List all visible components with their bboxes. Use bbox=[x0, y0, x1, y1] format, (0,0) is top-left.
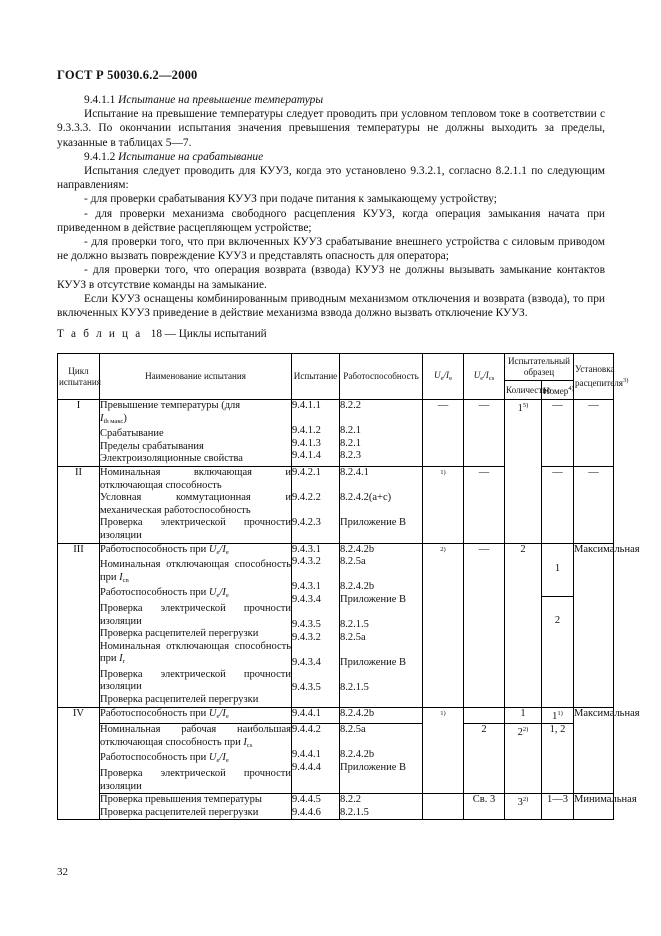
cell-test: 9.4.4.5 9.4.4.6 bbox=[292, 794, 340, 820]
header-setting-text: Установка расцепителя bbox=[575, 364, 623, 388]
cell-number-bottom: 2 bbox=[554, 615, 561, 627]
cell-ue-ie: 1) bbox=[423, 707, 464, 794]
cell-name: Номинальная включающая и отключающая способность Условная коммутационная и механическая работоспособность Проверка электрической прочности изоляции bbox=[100, 466, 292, 543]
cell-setting: Минимальная bbox=[574, 794, 614, 820]
header-test: Испытание bbox=[292, 354, 340, 400]
clause-9-4-1-2-heading bbox=[57, 150, 605, 164]
cell-number-text: 1 bbox=[552, 710, 558, 722]
cell-cycle: IV bbox=[58, 707, 100, 820]
cell-number-footnote: 1) bbox=[557, 709, 563, 717]
cell-setting: Максимальная bbox=[574, 707, 614, 794]
cell-quantity-text: 3 bbox=[517, 797, 523, 809]
cell-setting: — bbox=[574, 466, 614, 543]
cell-test: 9.4.3.1 9.4.3.2 9.4.3.1 9.4.3.4 9.4.3.5 9.4.3.2 9.4.3.4 9.4.3.5 bbox=[292, 543, 340, 707]
table-body bbox=[58, 400, 640, 820]
table-row bbox=[58, 724, 614, 794]
cell-name: Работоспособность при $U_e/I_e$ Номинальная отключающая способность при $I_{cn}$ Работоспособность при $U_e/I_e$ Проверка электрической прочности изоляции Проверка расцепителей перегрузки Номинальная отключающая способность при $I_r$ Проверка электрической прочности изоляции Проверка расцепителей перегрузки bbox=[100, 543, 292, 707]
cell-quantity bbox=[505, 724, 542, 794]
table-caption-title: Циклы испытаний bbox=[178, 328, 267, 340]
cell-quantity: 2 bbox=[505, 543, 542, 707]
cell-workability: 8.2.2 8.2.1 8.2.1 8.2.3 bbox=[340, 400, 423, 467]
header-specimen-group: Испытательный образец bbox=[505, 354, 574, 381]
cell-number: 1—3 bbox=[542, 794, 574, 820]
cell-quantity: 1 bbox=[505, 707, 542, 724]
cell-ue-ie: 1) bbox=[423, 466, 464, 543]
cell-number bbox=[542, 543, 574, 707]
cell-name: Превышение температуры (для $I_{th макс}$) Срабатывание Пределы срабатывания Электроизоляционные свойства bbox=[100, 400, 292, 467]
paragraph-final: Если КУУЗ оснащены комбинированным приводным механизмом отключения и возврата (взвода), то при включенных КУУЗ приведение в действие механизма взвода должно вызвать отключение КУУЗ. bbox=[57, 292, 605, 320]
table-row bbox=[58, 707, 614, 724]
header-cycle: Цикл испытания bbox=[58, 354, 100, 400]
table-caption-number: 18 bbox=[150, 328, 162, 340]
cell-test: 9.4.2.1 9.4.2.2 9.4.2.3 bbox=[292, 466, 340, 543]
cell-quantity-footnote: 2) bbox=[522, 726, 529, 734]
body-text bbox=[57, 93, 605, 320]
header-setting bbox=[574, 354, 629, 400]
table-caption-label: Т а б л и ц а bbox=[57, 328, 143, 340]
header-setting-footnote: 3) bbox=[623, 377, 629, 384]
cell-setting: Максимальная bbox=[574, 543, 614, 707]
cell-name: Номинальная рабочая наибольшая отключающая способность при $I_{cs}$ Работоспособность при $U_e/I_e$ Проверка электрической прочности изоляции bbox=[100, 724, 292, 794]
cell-cycle: I bbox=[58, 400, 100, 467]
clause-9-4-1-1-title: Испытание на превышение температуры bbox=[118, 94, 324, 106]
cell-number: — bbox=[542, 400, 574, 467]
page-number: 32 bbox=[57, 866, 68, 878]
cell-ue-ics: — bbox=[464, 400, 505, 467]
header-ue-ie: $U_e/I_e$ bbox=[423, 354, 464, 400]
clause-9-4-1-1-number: 9.4.1.1 bbox=[84, 94, 119, 106]
cell-number-top: 1 bbox=[542, 544, 573, 597]
paragraph-9-4-1-1: Испытание на превышение температуры следует проводить при условном тепловом токе в соответствии с 9.3.3.3. По окончании испытания значения превышения температуры не должны выходить за пределы, указанные в таблицах 5—7. bbox=[57, 108, 605, 149]
cell-ue-ics: — bbox=[464, 466, 505, 543]
header-number bbox=[542, 381, 574, 400]
cell-number: — bbox=[542, 466, 574, 543]
table-caption-dash: — bbox=[164, 328, 176, 340]
bullet-item-2: - для проверки механизма свободного расцепления КУУЗ, когда операция замыкания начата при приведенном в действие расцепляющем устройстве; bbox=[57, 207, 605, 234]
cell-ue-ie bbox=[423, 794, 464, 820]
table-row bbox=[58, 794, 614, 820]
cell-test: 9.4.1.1 9.4.1.2 9.4.1.3 9.4.1.4 bbox=[292, 400, 340, 467]
cell-quantity: 1$^{5)}$ bbox=[505, 400, 542, 544]
clause-9-4-1-1-heading bbox=[57, 93, 605, 107]
cell-test: 9.4.4.1 bbox=[292, 707, 340, 724]
cell-ue-ie: — bbox=[423, 400, 464, 467]
cell-test: 9.4.4.2 9.4.4.1 9.4.4.4 bbox=[292, 724, 340, 794]
cell-quantity-text: 2 bbox=[517, 727, 523, 739]
cell-quantity bbox=[505, 794, 542, 820]
cell-ue-ie: 2) bbox=[423, 543, 464, 707]
cell-cycle: III bbox=[58, 543, 100, 707]
table-row bbox=[58, 543, 614, 707]
cell-setting: — bbox=[574, 400, 614, 467]
header-quantity: Количество bbox=[505, 381, 542, 400]
cell-workability: 8.2.5a 8.2.4.2b Приложение В bbox=[340, 724, 423, 794]
cell-ue-ics: 2 bbox=[464, 724, 505, 794]
clause-9-4-1-2-title: Испытание на срабатывание bbox=[118, 150, 264, 163]
cell-quantity-footnote: 2) bbox=[522, 796, 529, 804]
cycles-table bbox=[57, 353, 640, 820]
cell-name: Проверка превышения температуры Проверка расцепителей перегрузки bbox=[100, 794, 292, 820]
bullet-item-4: - для проверки того, что операция возврата (взвода) КУУЗ не должны вызывать замыкание контактов КУУЗ в отсутствие команды на замыкание. bbox=[57, 264, 605, 291]
clause-9-4-1-2-number: 9.4.1.2 bbox=[84, 150, 119, 163]
standard-header: ГОСТ Р 50030.6.2—2000 bbox=[57, 68, 198, 82]
header-number-footnote: 4) bbox=[568, 385, 574, 392]
cell-workability: 8.2.4.2b 8.2.5a 8.2.4.2b Приложение В 8.2.1.5 8.2.5a Приложение В 8.2.1.5 bbox=[340, 543, 423, 707]
table-caption bbox=[57, 328, 267, 340]
header-number-text: Номер bbox=[543, 386, 569, 396]
header-ue-ics: $U_e/I_{cs}$ bbox=[464, 354, 505, 400]
table-head bbox=[58, 354, 629, 400]
table-row bbox=[58, 400, 614, 467]
cell-cycle: II bbox=[58, 466, 100, 543]
cell-number bbox=[542, 707, 574, 724]
cell-workability: 8.2.4.2b bbox=[340, 707, 423, 724]
paragraph-9-4-1-2-intro: Испытания следует проводить для КУУЗ, когда это установлено 9.3.2.1, согласно 8.2.1.1 по следующим направлениям: bbox=[57, 165, 605, 192]
cell-name: Работоспособность при $U_e/I_e$ bbox=[100, 707, 292, 724]
bullet-item-1: - для проверки срабатывания КУУЗ при подаче питания к замыкающему устройству; bbox=[84, 193, 497, 206]
header-name: Наименование испытания bbox=[100, 354, 292, 400]
cell-workability: 8.2.4.1 8.2.4.2(a+c) Приложение В bbox=[340, 466, 423, 543]
cycles-table-wrapper bbox=[57, 353, 640, 820]
cell-ue-ics: — bbox=[464, 543, 505, 707]
cell-number: 1, 2 bbox=[542, 724, 574, 794]
header-workability: Работоспособность bbox=[340, 354, 423, 400]
bullet-item-3: - для проверки того, что при включенных КУУЗ срабатывание внешнего устройства с силовым приводом не должно вызвать повреждение КУУЗ и представлять опасность для оператора; bbox=[57, 236, 605, 263]
cell-ue-ics: Св. 3 bbox=[464, 794, 505, 820]
cell-ue-ics bbox=[464, 707, 505, 724]
cell-workability: 8.2.2 8.2.1.5 bbox=[340, 794, 423, 820]
